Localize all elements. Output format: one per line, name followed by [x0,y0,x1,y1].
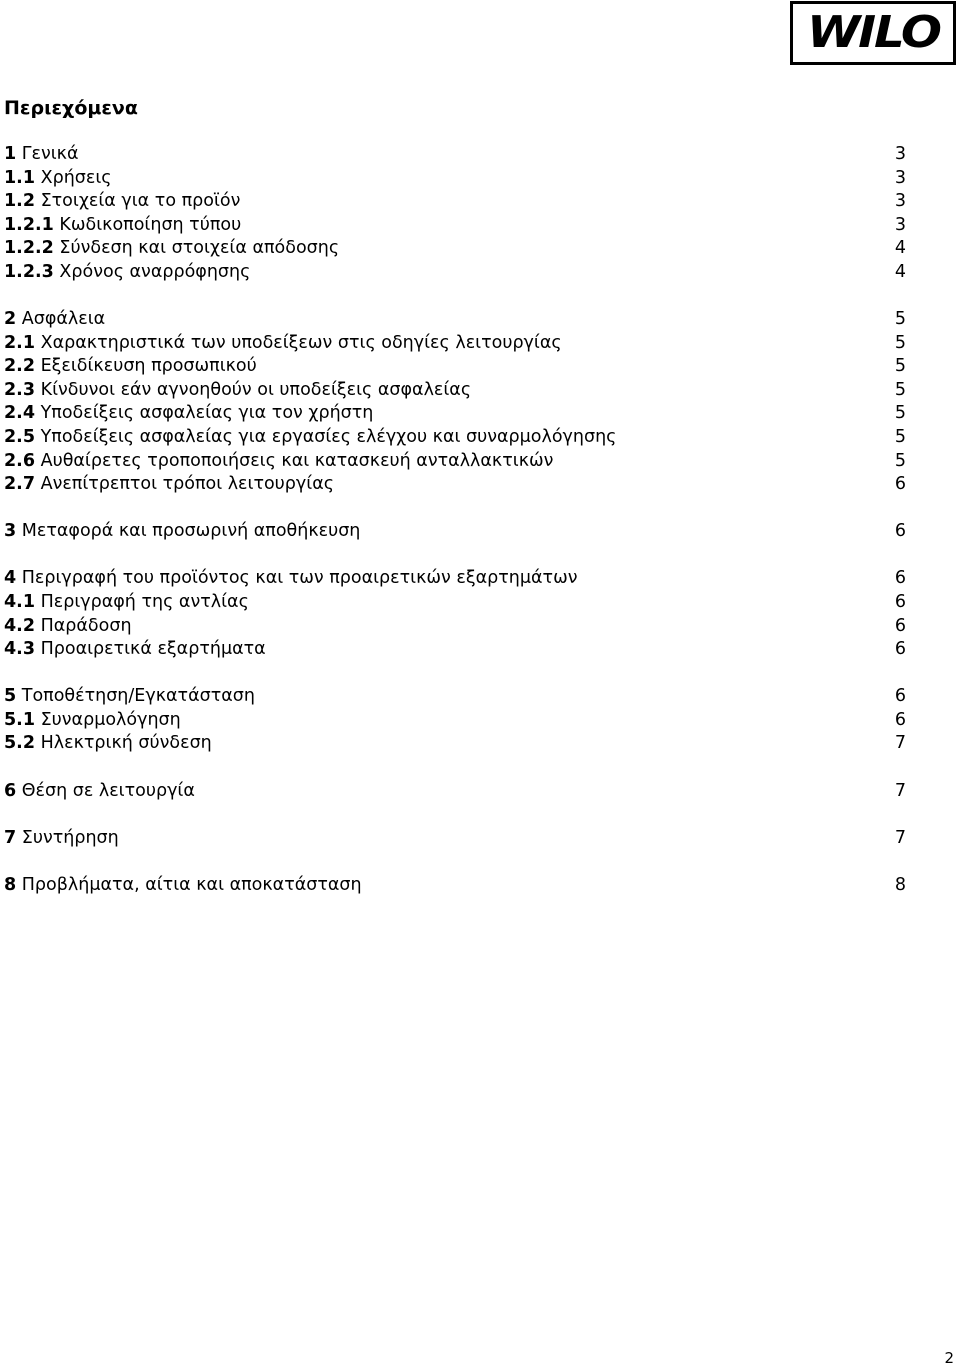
toc-group [4,567,906,661]
toc-entry [4,332,906,356]
toc-entry-page: 7 [894,733,906,754]
toc-entry-number: 5.2 [4,733,36,754]
toc-entry-page: 3 [894,214,906,235]
toc-entry [4,709,906,733]
toc-entry-number: 2 [4,309,17,330]
toc-entry-title: Μεταφορά και προσωρινή αποθήκευση [21,521,361,542]
toc-entry-label [4,167,112,191]
toc-entry-label [4,190,240,214]
toc-entry [4,261,906,285]
toc-entry-label [4,685,255,709]
toc-group [4,874,906,898]
toc-entry-page: 5 [894,356,906,377]
toc-entry-number: 5 [4,686,17,707]
toc-group [4,685,906,756]
toc-entry-number: 4 [4,568,17,589]
toc-entry-title: Χαρακτηριστικά των υποδείξεων στις οδηγίες λειτουργίας [40,332,562,353]
toc-entry-number: 2.4 [4,403,36,424]
toc-entry-page: 4 [894,238,906,259]
toc-entry-title: Ανεπίτρεπτοι τρόποι λειτουργίας [40,474,335,495]
toc-entry-title: Συντήρηση [21,827,119,848]
toc-entry-number: 2.6 [4,450,36,471]
toc-entry-label [4,732,212,756]
toc-entry-number: 1.1 [4,167,36,188]
toc-entry-title: Σύνδεση και στοιχεία απόδοσης [59,238,340,259]
toc-entry-label [4,615,132,639]
toc-entry-title: Προβλήματα, αίτια και αποκατάσταση [21,874,362,895]
toc-entry [4,591,906,615]
toc-entry-label [4,827,119,851]
toc-group [4,143,906,285]
toc-entry-number: 2.5 [4,427,36,448]
toc-entry-label [4,780,195,804]
toc-entry-number: 1 [4,144,17,164]
toc-entry-number: 2.3 [4,379,36,400]
toc-entry [4,827,906,851]
toc-entry-label [4,638,266,662]
table-of-contents [4,143,906,921]
toc-entry-page: 5 [894,403,906,424]
toc-entry-title: Υποδείξεις ασφαλείας για τον χρήστη [40,403,374,424]
toc-entry-title: Στοιχεία για το προϊόν [40,191,241,212]
toc-entry-label [4,355,257,379]
toc-entry-label [4,308,105,332]
toc-entry [4,520,906,544]
toc-entry [4,473,906,497]
toc-entry-page: 8 [894,874,906,895]
toc-entry-label [4,567,578,591]
toc-entry-page: 5 [894,309,906,330]
toc-entry [4,379,906,403]
toc-entry-page: 5 [894,450,906,471]
toc-entry [4,685,906,709]
toc-entry-page: 6 [894,686,906,707]
toc-entry [4,732,906,756]
toc-entry [4,308,906,332]
toc-entry-number: 1.2.1 [4,214,54,235]
toc-entry-number: 4.1 [4,592,36,612]
toc-entry-page: 4 [894,261,906,282]
toc-entry-page: 3 [894,144,906,164]
logo-text: WILO [806,7,940,58]
toc-entry-title: Ηλεκτρική σύνδεση [40,733,212,754]
toc-entry [4,567,906,591]
toc-entry [4,780,906,804]
toc-entry-title: Συναρμολόγηση [40,709,181,730]
toc-entry-title: Υποδείξεις ασφαλείας για εργασίες ελέγχου και συναρμολόγησης [40,427,617,448]
toc-entry-label [4,237,339,261]
toc-entry-page: 6 [894,639,906,660]
toc-entry-label [4,261,250,285]
toc-group [4,520,906,544]
toc-entry-title: Χρόνος αναρρόφησης [59,261,251,282]
toc-entry-title: Προαιρετικά εξαρτήματα [40,639,266,660]
toc-entry [4,874,906,898]
toc-entry-title: Θέση σε λειτουργία [21,780,195,801]
toc-entry-number: 3 [4,521,17,542]
toc-group [4,308,906,497]
toc-entry-label [4,426,616,450]
toc-entry [4,237,906,261]
toc-entry-page: 6 [894,474,906,495]
toc-entry [4,615,906,639]
toc-entry-number: 1.2 [4,191,36,212]
page-number: 2 [944,1349,954,1367]
toc-group [4,780,906,804]
toc-entry-number: 1.2.2 [4,238,54,259]
toc-entry [4,638,906,662]
toc-entry-label [4,591,249,615]
toc-entry-page: 3 [894,191,906,212]
toc-entry-title: Παράδοση [40,615,132,636]
toc-entry-page: 6 [894,709,906,730]
toc-entry-number: 7 [4,827,17,848]
toc-entry-title: Χρήσεις [40,167,112,188]
toc-group [4,827,906,851]
toc-entry-label [4,332,562,356]
toc-entry-page: 5 [894,379,906,400]
toc-entry [4,355,906,379]
toc-entry-page: 6 [894,568,906,589]
toc-entry-title: Εξειδίκευση προσωπικού [40,356,257,377]
toc-entry [4,143,906,167]
toc-entry [4,426,906,450]
toc-entry-title: Κίνδυνοι εάν αγνοηθούν οι υποδείξεις ασφαλείας [40,379,472,400]
toc-entry [4,167,906,191]
toc-entry-page: 5 [894,427,906,448]
toc-entry-number: 5.1 [4,709,36,730]
toc-entry-label [4,402,373,426]
toc-entry-label [4,214,241,238]
toc-entry-label [4,450,553,474]
toc-entry-page: 6 [894,615,906,636]
toc-entry-title: Περιγραφή του προϊόντος και των προαιρετικών εξαρτημάτων [21,568,578,589]
toc-entry-label [4,473,334,497]
toc-entry-page: 7 [894,827,906,848]
toc-entry-title: Αυθαίρετες τροποποιήσεις και κατασκευή ανταλλακτικών [40,450,554,471]
toc-entry-title: Τοποθέτηση/Εγκατάσταση [21,686,255,707]
toc-entry-page: 6 [894,592,906,612]
toc-entry-page: 5 [894,332,906,353]
toc-entry-label [4,874,362,898]
toc-entry-title: Ασφάλεια [21,309,106,330]
toc-entry-label [4,520,360,544]
toc-entry-label [4,709,181,733]
toc-entry [4,214,906,238]
toc-entry-page: 3 [894,167,906,188]
toc-entry [4,402,906,426]
toc-entry [4,190,906,214]
toc-entry-page: 6 [894,521,906,542]
toc-entry-number: 2.7 [4,474,36,495]
toc-entry-label [4,379,471,403]
toc-entry [4,450,906,474]
toc-entry-number: 4.2 [4,615,36,636]
toc-entry-number: 6 [4,780,17,801]
toc-entry-title: Γενικά [21,144,79,164]
toc-title: Περιεχόμενα [4,97,138,119]
toc-entry-label [4,143,79,167]
wilo-logo [790,1,956,65]
toc-entry-title: Κωδικοποίηση τύπου [59,214,242,235]
toc-entry-number: 4.3 [4,639,36,660]
toc-entry-number: 2.2 [4,356,36,377]
toc-entry-number: 2.1 [4,332,36,353]
toc-entry-page: 7 [894,780,906,801]
toc-entry-number: 1.2.3 [4,261,54,282]
toc-entry-number: 8 [4,874,17,895]
toc-entry-title: Περιγραφή της αντλίας [40,592,249,612]
